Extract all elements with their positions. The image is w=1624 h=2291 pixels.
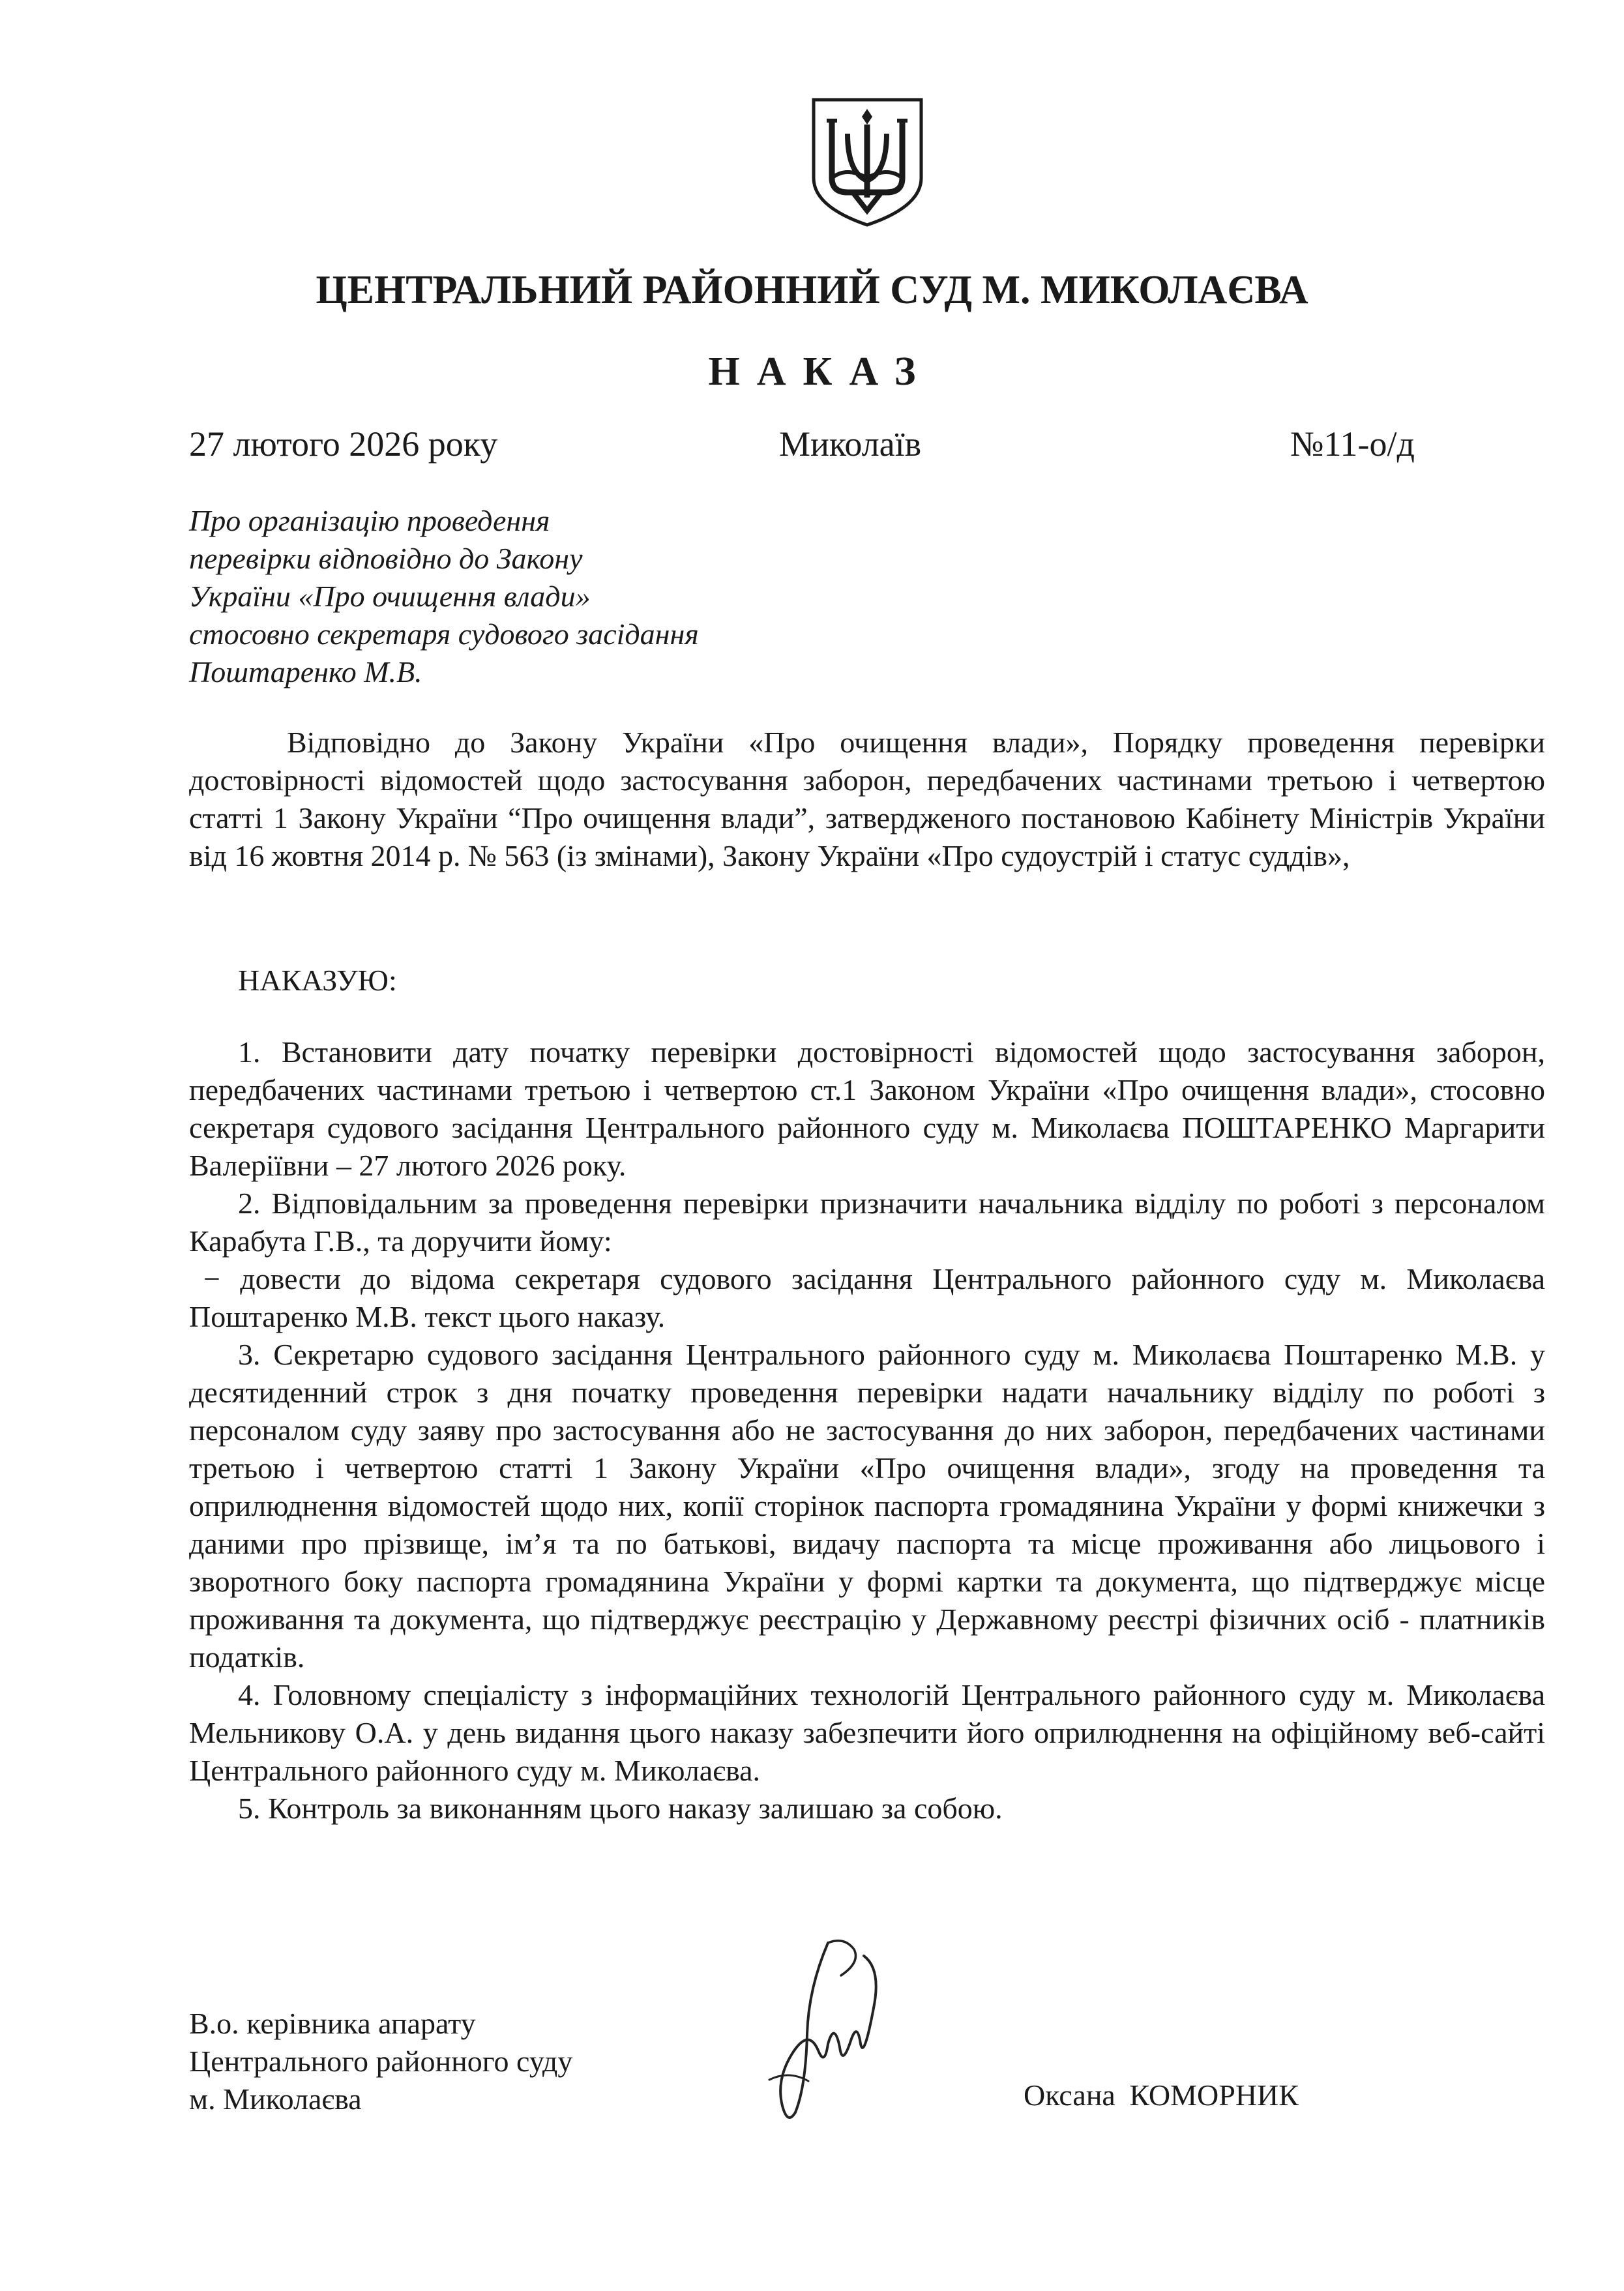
order-item-1: 1. Встановити дату початку перевірки достовірності відомостей щодо застосування заборон, передбачених частинами третьою і четвертою ст.1 Законом України «Про очищення влади», стосовно секретаря судового засідання Центрального районного суду м. Миколаєва ПОШТАРЕНКО Маргарити Валеріївни – 27 лютого 2026 року. (189, 1035, 1545, 1182)
subject-line: перевірки відповідно до Закону (189, 542, 583, 575)
subject-line: України «Про очищення влади» (189, 580, 591, 613)
document-meta-row (189, 424, 1415, 469)
document-city: Миколаїв (779, 424, 922, 464)
signatory-position-line: м. Миколаєва (189, 2082, 362, 2116)
signer-name: Оксана КОМОРНИК (1024, 2078, 1299, 2112)
signatory-position-line: В.о. керівника апарату (189, 2007, 476, 2040)
document-subject (189, 502, 841, 691)
document-number: №11-о/д (1290, 424, 1415, 464)
order-item-2: 2. Відповідальним за проведення перевірки призначити начальника відділу по роботі з персоналом Карабута Г.В., та доручити йому: (189, 1187, 1545, 1258)
subject-line: Поштаренко М.В. (189, 655, 422, 688)
handwritten-signature (730, 1930, 900, 2125)
preamble-paragraph: Відповідно до Закону України «Про очищення влади», Порядку проведення перевірки достовірності відомостей щодо застосування заборон, передбачених частинами третьою і четвертою статті 1 Закону України “Про очищення влади”, затвердженого постановою Кабінету Міністрів України від 16 жовтня 2014 р. № 563 (із змінами), Закону України «Про судоустрій і статус суддів», (189, 726, 1545, 872)
document-date: 27 лютого 2026 року (189, 424, 498, 464)
subject-line: стосовно секретаря судового засідання (189, 617, 699, 651)
order-item-3: 3. Секретарю судового засідання Центрального районного суду м. Миколаєва Поштаренко М.В. у десятиденний строк з дня початку проведення перевірки надати начальнику відділу по роботі з персоналом суду заяву про застосування або не застосування до них заборон, передбачених частинами третьою і четвертою статті 1 Закону України «Про очищення влади», згоду на проведення та оприлюднення відомостей щодо них, копії сторінок паспорта громадянина України у формі книжечки з даними про прізвище, ім’я та по батькові, видачу паспорта та місце проживання або лицьового і зворотного боку паспорта громадянина України у формі картки та документа, що підтверджує місце проживання та документа, що підтверджує реєстрацію у Державному реєстрі фізичних осіб - платників податків. (189, 1338, 1545, 1674)
court-name: ЦЕНТРАЛЬНИЙ РАЙОННИЙ СУД М. МИКОЛАЄВА (316, 268, 1308, 312)
document-type-title: НАКАЗ (708, 349, 933, 394)
order-item-4: 4. Головному спеціалісту з інформаційних технологій Центрального районного суду м. Миколаєва Мельникову О.А. у день видання цього наказу забезпечити його оприлюднення на офіційному веб-сайті Центрального районного суду м. Миколаєва. (189, 1678, 1545, 1787)
order-item-2-subitem: − довести до відома секретаря судового засідання Центрального районного суду м. Миколаєва Поштаренко М.В. текст цього наказу. (189, 1262, 1545, 1333)
order-item-5: 5. Контроль за виконанням цього наказу залишаю за собою. (238, 1792, 1003, 1825)
subject-line: Про організацію проведення (189, 504, 550, 537)
order-verb: НАКАЗУЮ: (238, 964, 397, 997)
order-items (189, 1033, 1545, 1827)
signatory-position (189, 2005, 572, 2118)
ukraine-trident-emblem (807, 95, 928, 228)
signatory-position-line: Центрального районного суду (189, 2045, 573, 2078)
